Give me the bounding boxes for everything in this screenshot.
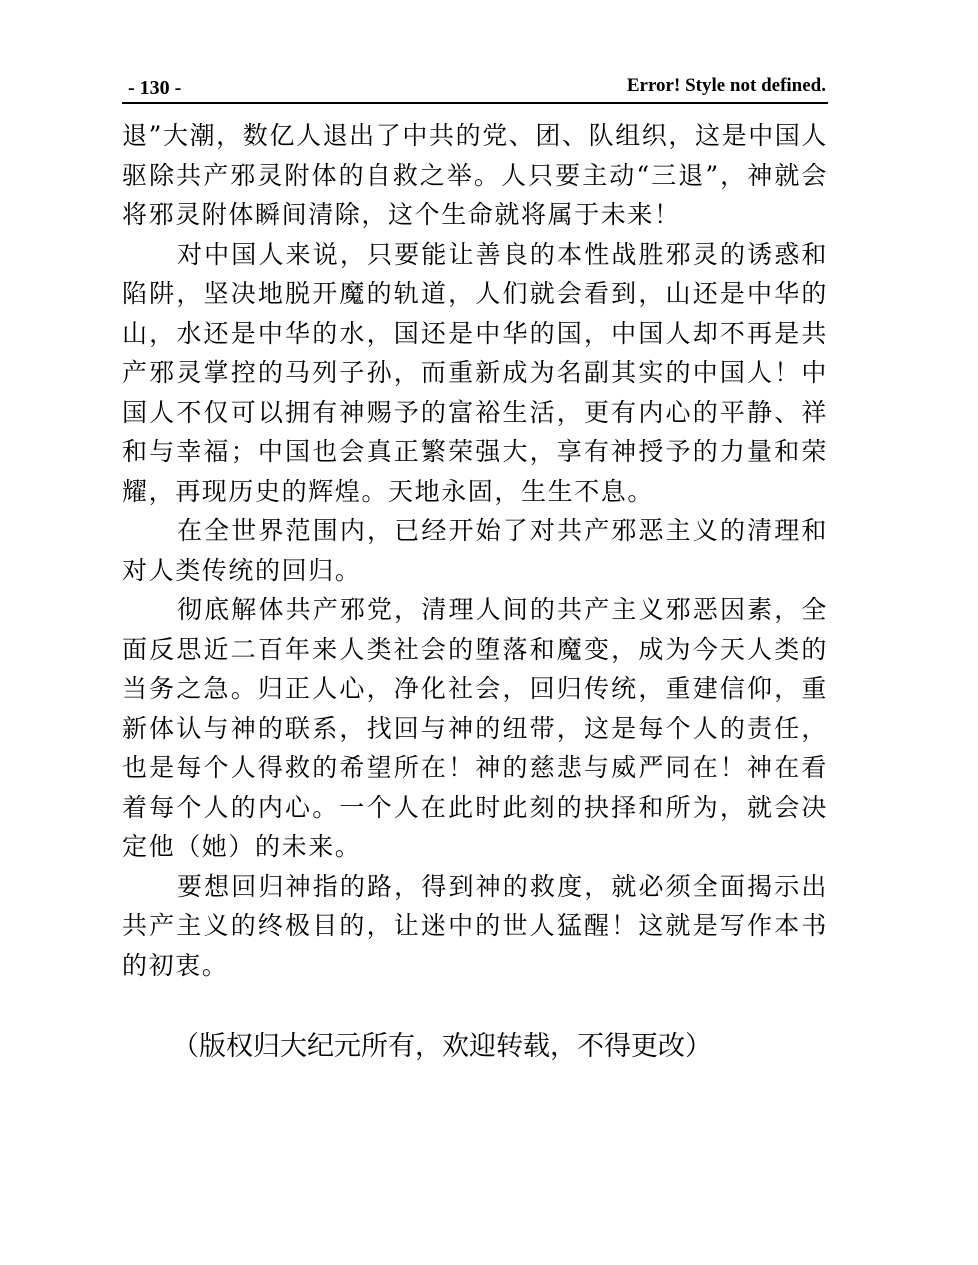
- copyright-notice: （版权归大纪元所有，欢迎转载，不得更改）: [172, 1031, 712, 1062]
- paragraph: 在全世界范围内，已经开始了对共产邪恶主义的清理和对人类传统的回归。: [122, 516, 828, 585]
- paragraph: 要想回归神指的路，得到神的救度，就必须全面揭示出共产主义的终极目的，让迷中的世人猛醒！这就是写作本书的初衷。: [122, 871, 828, 980]
- page-number: - 130 -: [128, 77, 182, 99]
- running-head: Error! Style not defined.: [626, 75, 826, 96]
- page-header: [122, 72, 828, 104]
- paragraph-continuation: 退”大潮，数亿人退出了中共的党、团、队组织，这是中国人驱除共产邪灵附体的自救之举。人只要主动“三退”，神就会将邪灵附体瞬间清除，这个生命就将属于未来！: [122, 121, 828, 229]
- paragraph: 彻底解体共产邪党，清理人间的共产主义邪恶因素，全面反思近二百年来人类社会的堕落和魔变，成为今天人类的当务之急。归正人心，净化社会，回归传统，重建信仰，重新体认与神的联系，找回与神的纽带，这是每个人的责任，也是每个人得救的希望所在！神的慈悲与威严同在！神在看着每个人的内心。一个人在此时此刻的抉择和所为，就会决定他（她）的未来。: [122, 595, 828, 861]
- paragraph: 对中国人来说，只要能让善良的本性战胜邪灵的诱惑和陷阱，坚决地脱开魔的轨道，人们就会看到，山还是中华的山，水还是中华的水，国还是中华的国，中国人却不再是共产邪灵掌控的马列子孙，而重新成为名副其实的中国人！中国人不仅可以拥有神赐予的富裕生活，更有内心的平静、祥和与幸福；中国也会真正繁荣强大，享有神授予的力量和荣耀，再现历史的辉煌。天地永固，生生不息。: [122, 239, 828, 506]
- body-text: [122, 116, 828, 985]
